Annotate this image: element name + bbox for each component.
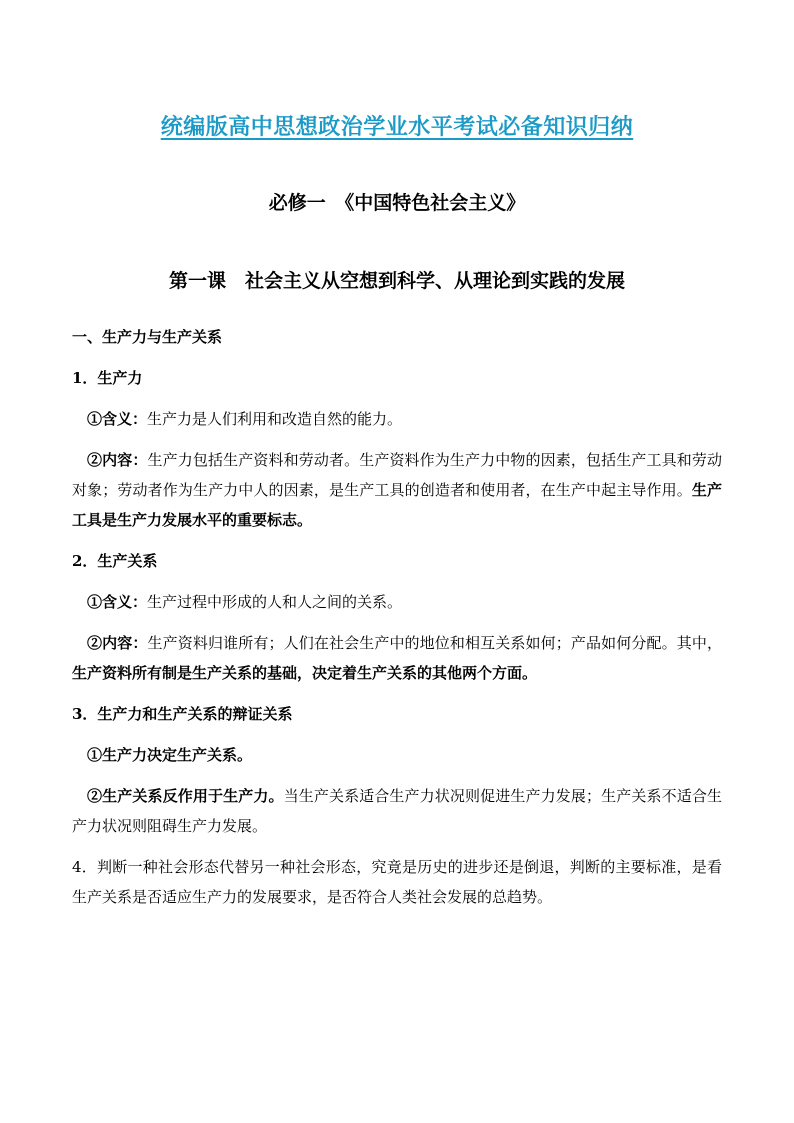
paragraph-productivity-content: [72, 445, 722, 535]
paragraph-productivity-meaning: [72, 404, 722, 434]
lesson-title: 第一课 社会主义从空想到科学、从理论到实践的发展: [168, 270, 625, 292]
emphasis: 生产工具是生产力发展水平的重要标志。: [72, 481, 722, 529]
subsection-heading-dialectic: 3．生产力和生产关系的辩证关系: [72, 705, 293, 723]
paragraph-relations-meaning: [72, 587, 722, 617]
paragraph-relations-content: [72, 628, 722, 688]
label: ①含义：: [87, 593, 148, 611]
subsection-heading-productivity: 1．生产力: [72, 369, 143, 387]
document-body: [72, 322, 722, 923]
text: 生产过程中形成的人和人之间的关系。: [147, 593, 403, 611]
label: ②内容：: [87, 634, 148, 652]
text: 当生产关系适合生产力状况则促进生产力发展；生产关系不适合生产力状况则阻碍生产力发展。: [72, 787, 722, 835]
text: 生产力是人们利用和改造自然的能力。: [147, 410, 403, 428]
subsection-heading-relations: 2．生产关系: [72, 552, 158, 570]
paragraph-dialectic-point1: [72, 740, 722, 770]
text: 生产资料归谁所有；人们在社会生产中的地位和相互关系如何；产品如何分配。其中，: [147, 634, 722, 652]
document-title: 统编版高中思想政治学业水平考试必备知识归纳: [160, 114, 634, 140]
paragraph-judgement: 4．判断一种社会形态代替另一种社会形态，究竟是历史的进步还是倒退，判断的主要标准，是看生产关系是否适应生产力的发展要求，是否符合人类社会发展的总趋势。: [72, 858, 722, 906]
emphasis: ②生产关系反作用于生产力。: [87, 787, 284, 805]
document-subtitle: 必修一 《中国特色社会主义》: [268, 192, 526, 214]
label: ②内容：: [87, 451, 148, 469]
section-heading: 一、生产力与生产关系: [72, 328, 223, 346]
emphasis: 生产资料所有制是生产关系的基础，决定着生产关系的其他两个方面。: [72, 664, 538, 682]
paragraph-dialectic-point2: [72, 781, 722, 841]
emphasis: ①生产力决定生产关系。: [87, 746, 253, 764]
text: 生产力包括生产资料和劳动者。生产资料作为生产力中物的因素，包括生产工具和劳动对象；劳动者作为生产力中人的因素，是生产工具的创造者和使用者，在生产中起主导作用。: [72, 451, 722, 499]
label: ①含义：: [87, 410, 148, 428]
